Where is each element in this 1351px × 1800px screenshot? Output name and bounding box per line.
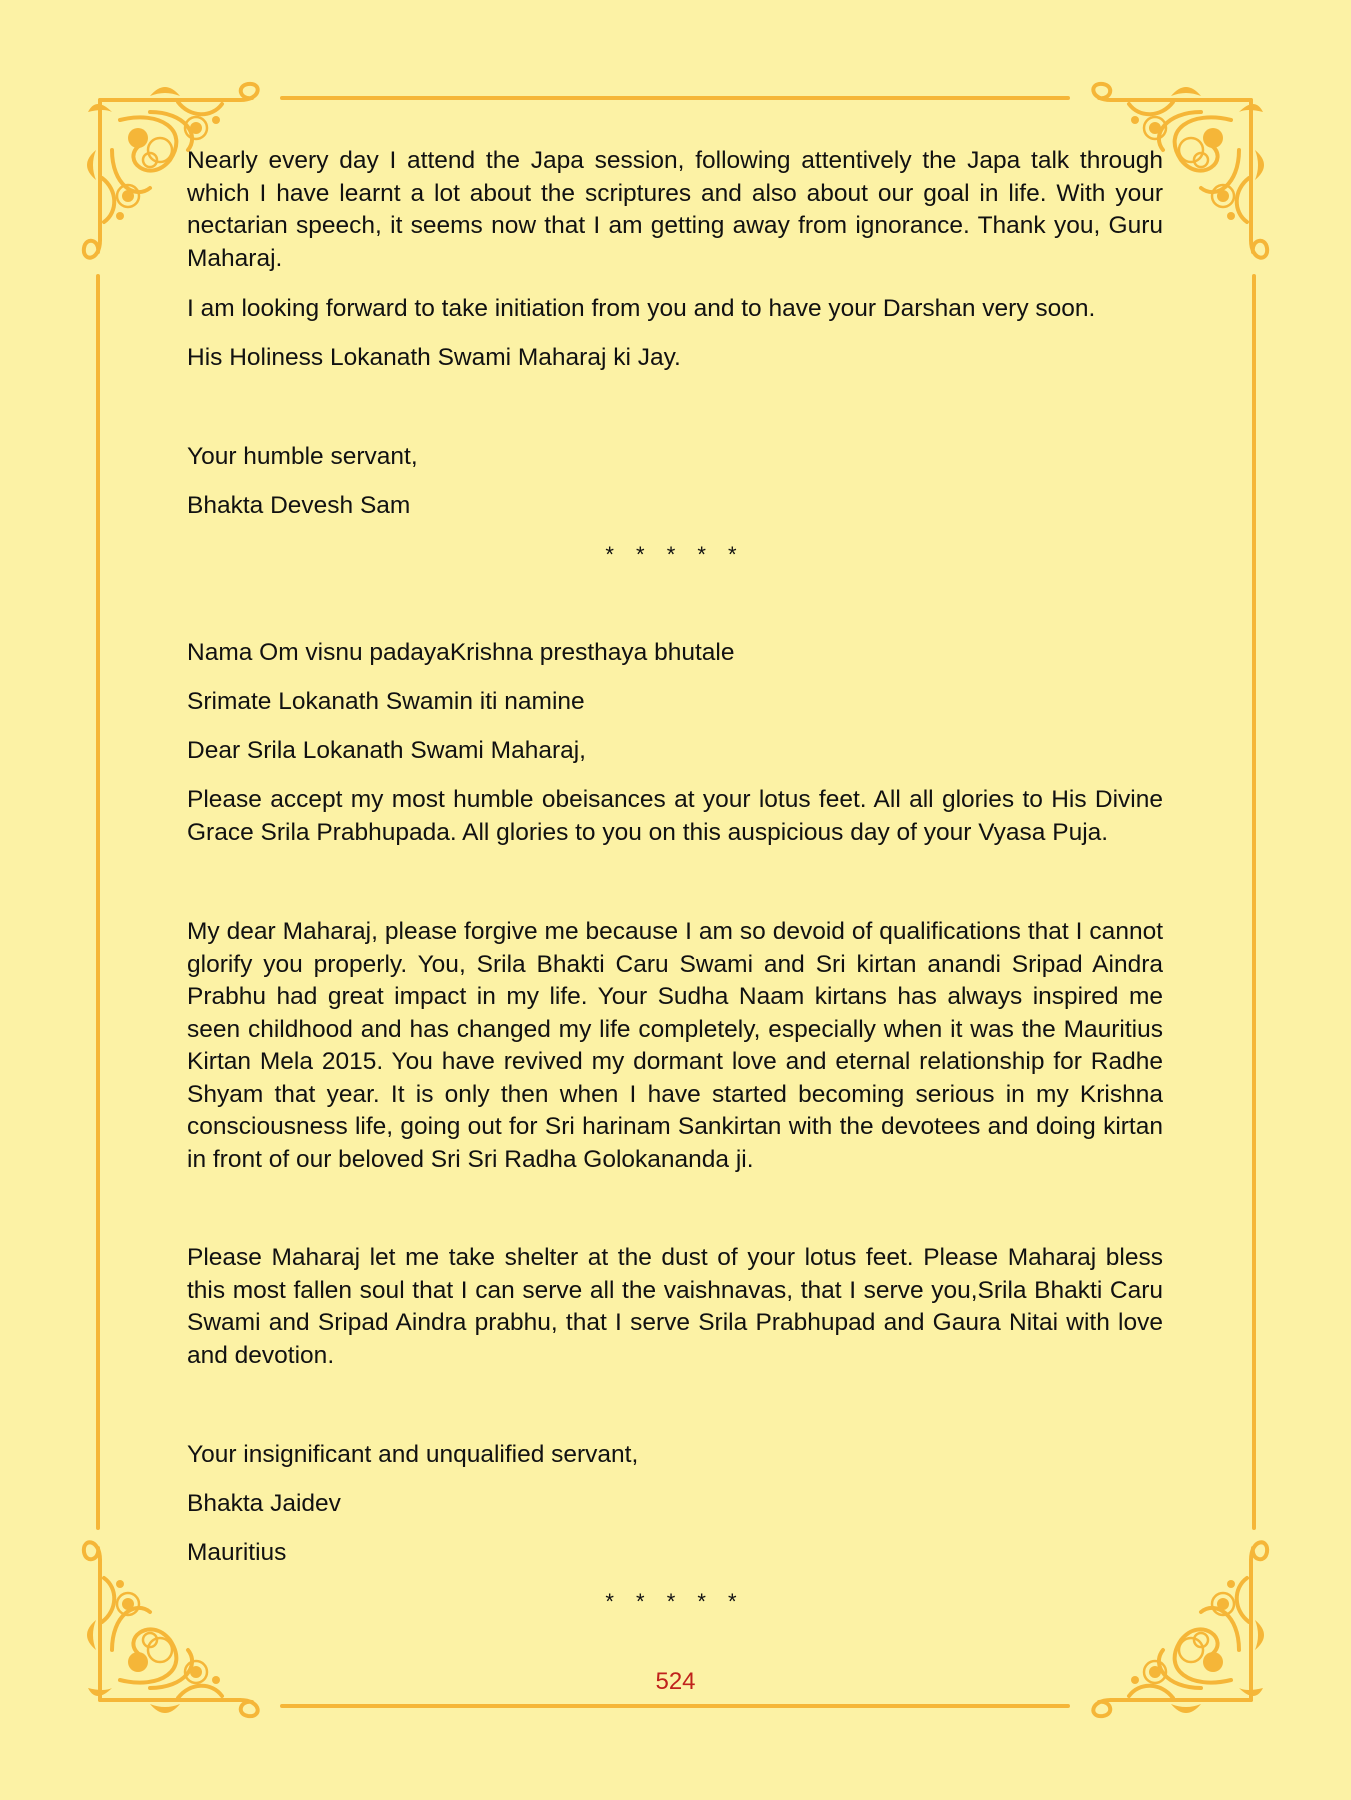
letter2-salutation: Dear Srila Lokanath Swami Maharaj,: [187, 737, 586, 764]
letter2-mantra-line-1: Nama Om visnu padayaKrishna presthaya bhutale: [187, 639, 735, 666]
letter2-paragraph-3: Please Maharaj let me take shelter at the dust of your lotus feet. Please Maharaj bless this most fallen soul that I can serve all the vaishnavas, that I serve you,Srila Bhakti Caru Swami and Sripad Aindra prabhu, that I serve Srila Prabhupad and Gaura Nitai with love and devotion.: [187, 1244, 1163, 1369]
letter2-closing: Your insignificant and unqualified servant,: [187, 1441, 639, 1468]
letter2-location: Mauritius: [187, 1539, 287, 1566]
letter2-signature: Bhakta Jaidev: [187, 1490, 341, 1517]
letter1-signature: Bhakta Devesh Sam: [187, 492, 411, 519]
letter2-paragraph-2: My dear Maharaj, please forgive me because I am so devoid of qualifications that I cannot glorify you properly. You, Srila Bhakti Caru Swami and Sri kirtan anandi Sripad Aindra Prabhu had great impact in my life. Your Sudha Naam kirtans has always inspired me seen childhood and has changed my life completely, especially when it was the Mauritius Kirtan Mela 2015. You have revived my dormant love and eternal relationship for Radhe Shyam that year. It is only then when I have started becoming serious in my Krishna consciousness life, going out for Sri harinam Sankirtan with the devotees and doing kirtan in front of our beloved Sri Sri Radha Golokananda ji.: [187, 918, 1163, 1173]
letter1-paragraph-3: His Holiness Lokanath Swami Maharaj ki Jay.: [187, 344, 681, 371]
letter1-paragraph-2: I am looking forward to take initiation from you and to have your Darshan very soon.: [187, 295, 1096, 322]
page-number: 524: [655, 1668, 696, 1695]
separator-stars-1: * * * * *: [605, 542, 745, 567]
letter1-closing: Your humble servant,: [187, 443, 418, 470]
letter1-paragraph-1: Nearly every day I attend the Japa session, following attentively the Japa talk through which I have learnt a lot about the scriptures and also about our goal in life. With your nectarian speech, it seems now that I am getting away from ignorance. Thank you, Guru Maharaj.: [187, 147, 1163, 272]
letter2-paragraph-1: Please accept my most humble obeisances at your lotus feet. All all glories to His Divine Grace Srila Prabhupada. All glories to you on this auspicious day of your Vyasa Puja.: [187, 786, 1163, 846]
letter2-mantra-line-2: Srimate Lokanath Swamin iti namine: [187, 688, 585, 715]
separator-stars-2: * * * * *: [605, 1589, 745, 1614]
